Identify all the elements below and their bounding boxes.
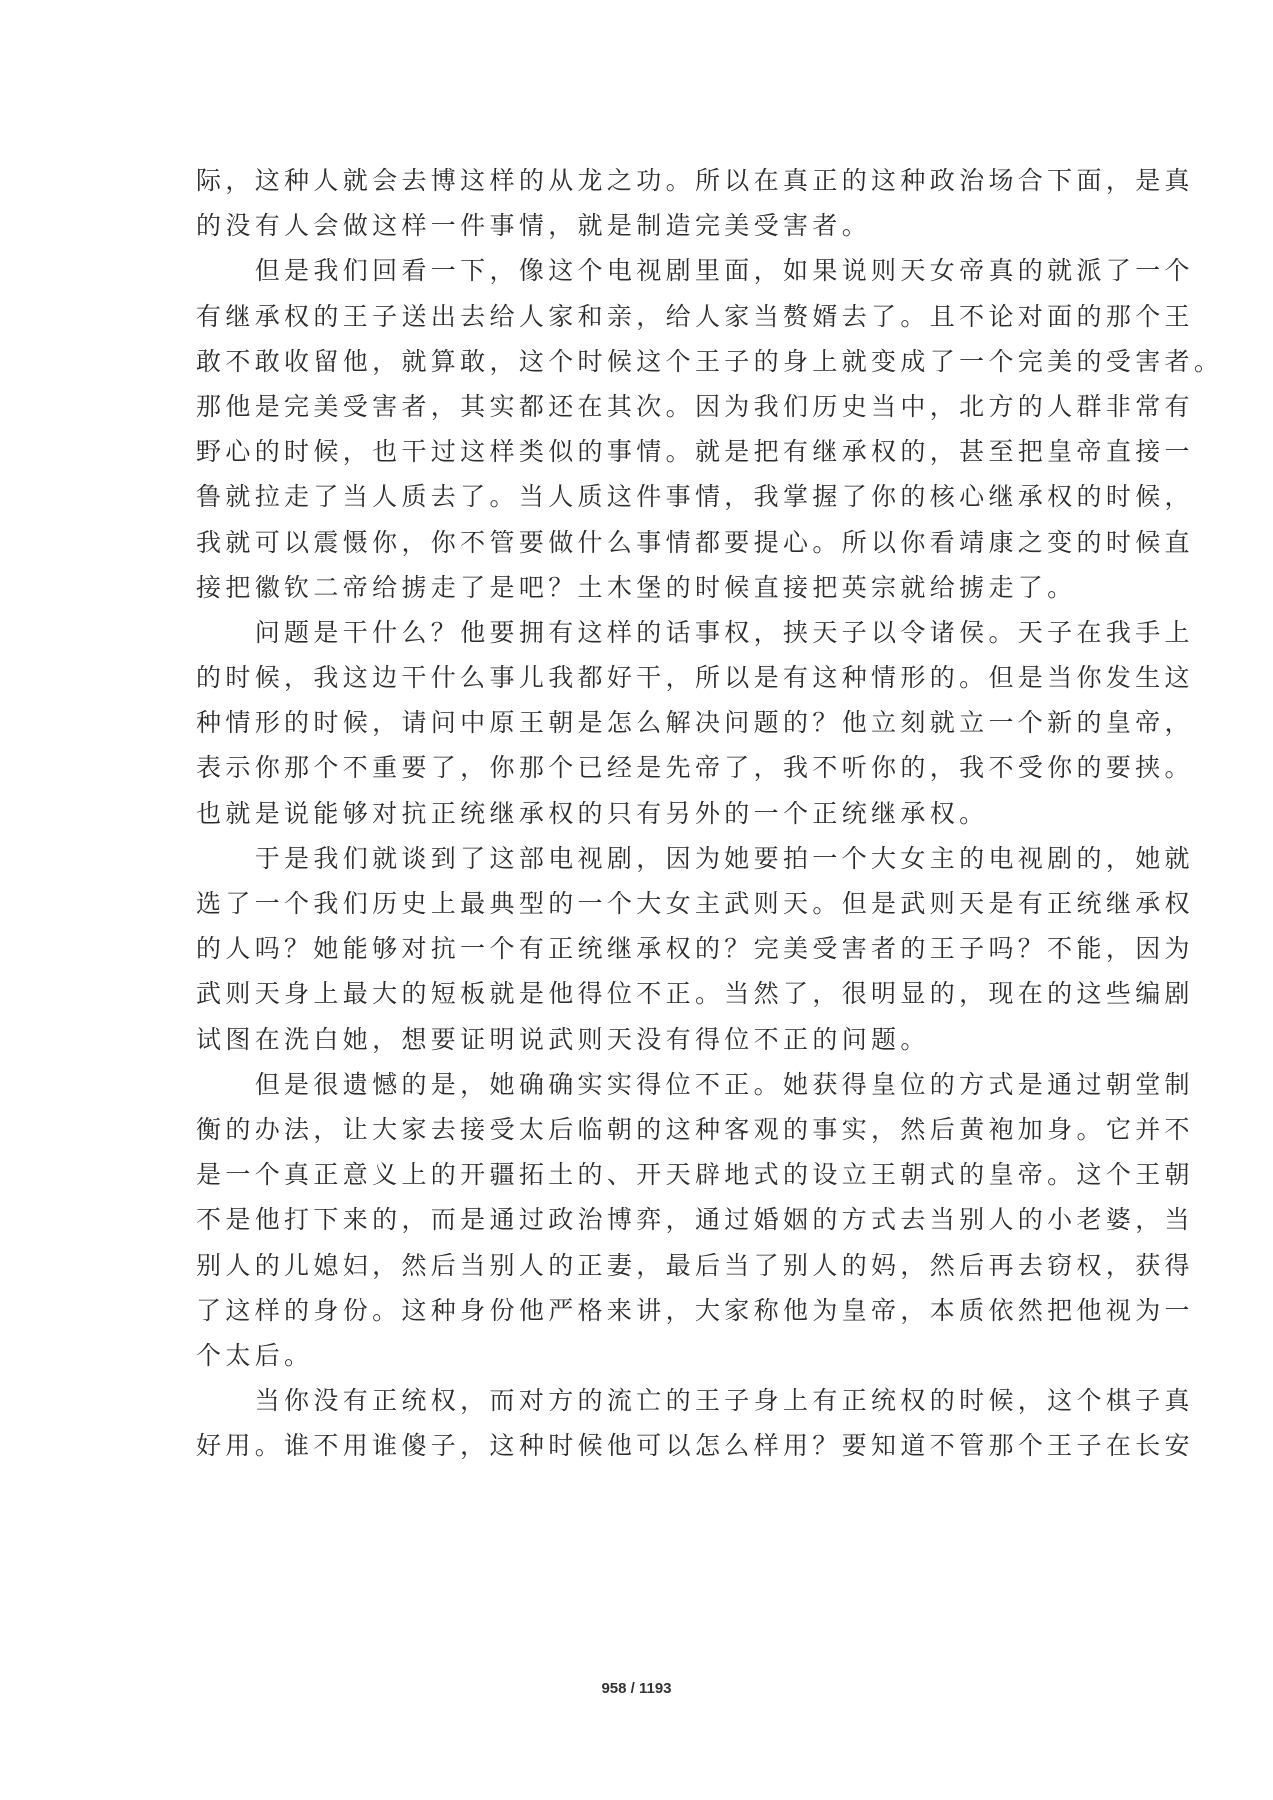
text-line: 问题是干什么？他要拥有这样的话事权，挟天子以令诸侯。天子在我手上 <box>196 617 1194 647</box>
text-line: 敢不敢收留他，就算敢，这个时候这个王子的身上就变成了一个完美的受害者。 <box>196 346 1224 376</box>
text-line: 但是很遗憾的是，她确确实实得位不正。她获得皇位的方式是通过朝堂制 <box>196 1069 1194 1099</box>
text-line: 的人吗？她能够对抗一个有正统继承权的？完美受害者的王子吗？不能，因为 <box>196 934 1194 964</box>
text-line: 选了一个我们历史上最典型的一个大女主武则天。但是武则天是有正统继承权 <box>196 889 1194 918</box>
text-line: 当你没有正统权，而对方的流亡的王子身上有正统权的时候，这个棋子真 <box>196 1386 1194 1416</box>
text-line: 我就可以震慑你，你不管要做什么事情都要提心。所以你看靖康之变的时候直 <box>196 527 1194 557</box>
text-line: 那他是完美受害者，其实都还在其次。因为我们历史当中，北方的人群非常有 <box>196 391 1194 421</box>
text-line: 个太后。 <box>196 1340 314 1370</box>
text-line: 武则天身上最大的短板就是他得位不正。当然了，很明显的，现在的这些编剧 <box>196 979 1194 1009</box>
text-line: 的没有人会做这样一件事情，就是制造完美受害者。 <box>196 211 872 241</box>
text-line: 试图在洗白她，想要证明说武则天没有得位不正的问题。 <box>196 1024 930 1054</box>
text-line: 好用。谁不用谁傻子，这种时候他可以怎么样用？要知道不管那个王子在长安 <box>196 1431 1194 1461</box>
text-line: 但是我们回看一下，像这个电视剧里面，如果说则天女帝真的就派了一个 <box>196 256 1194 286</box>
text-line: 种情形的时候，请问中原王朝是怎么解决问题的？他立刻就立一个新的皇帝， <box>196 708 1194 738</box>
text-line: 是一个真正意义上的开疆拓土的、开天辟地式的设立王朝式的皇帝。这个王朝 <box>196 1160 1194 1190</box>
text-line: 表示你那个不重要了，你那个已经是先帝了，我不听你的，我不受你的要挟。 <box>196 753 1194 783</box>
page-number: 958 / 1193 <box>601 1680 672 1697</box>
text-line: 际，这种人就会去博这样的从龙之功。所以在真正的这种政治场合下面，是真 <box>196 166 1194 195</box>
text-line: 的时候，我这边干什么事儿我都好干，所以是有这种情形的。但是当你发生这 <box>196 663 1194 693</box>
text-line: 不是他打下来的，而是通过政治博弈，通过婚姻的方式去当别人的小老婆，当 <box>196 1205 1194 1235</box>
text-line: 了这样的身份。这种身份他严格来讲，大家称他为皇帝，本质依然把他视为一 <box>196 1295 1194 1325</box>
text-line: 野心的时候，也干过这样类似的事情。就是把有继承权的，甚至把皇帝直接一 <box>196 437 1194 467</box>
text-line: 鲁就拉走了当人质去了。当人质这件事情，我掌握了你的核心继承权的时候， <box>196 482 1194 512</box>
text-line: 有继承权的王子送出去给人家和亲，给人家当赘婿去了。且不论对面的那个王 <box>196 301 1194 331</box>
text-line: 衡的办法，让大家去接受太后临朝的这种客观的事实，然后黄袍加身。它并不 <box>196 1114 1194 1144</box>
text-line: 于是我们就谈到了这部电视剧，因为她要拍一个大女主的电视剧的，她就 <box>196 843 1194 873</box>
body-text <box>196 158 1224 1468</box>
text-line: 接把徽钦二帝给掳走了是吧？土木堡的时候直接把英宗就给掳走了。 <box>196 572 1077 602</box>
text-line: 也就是说能够对抗正统继承权的只有另外的一个正统继承权。 <box>196 798 989 828</box>
text-line: 别人的儿媳妇，然后当别人的正妻，最后当了别人的妈，然后再去窃权，获得 <box>196 1250 1194 1280</box>
